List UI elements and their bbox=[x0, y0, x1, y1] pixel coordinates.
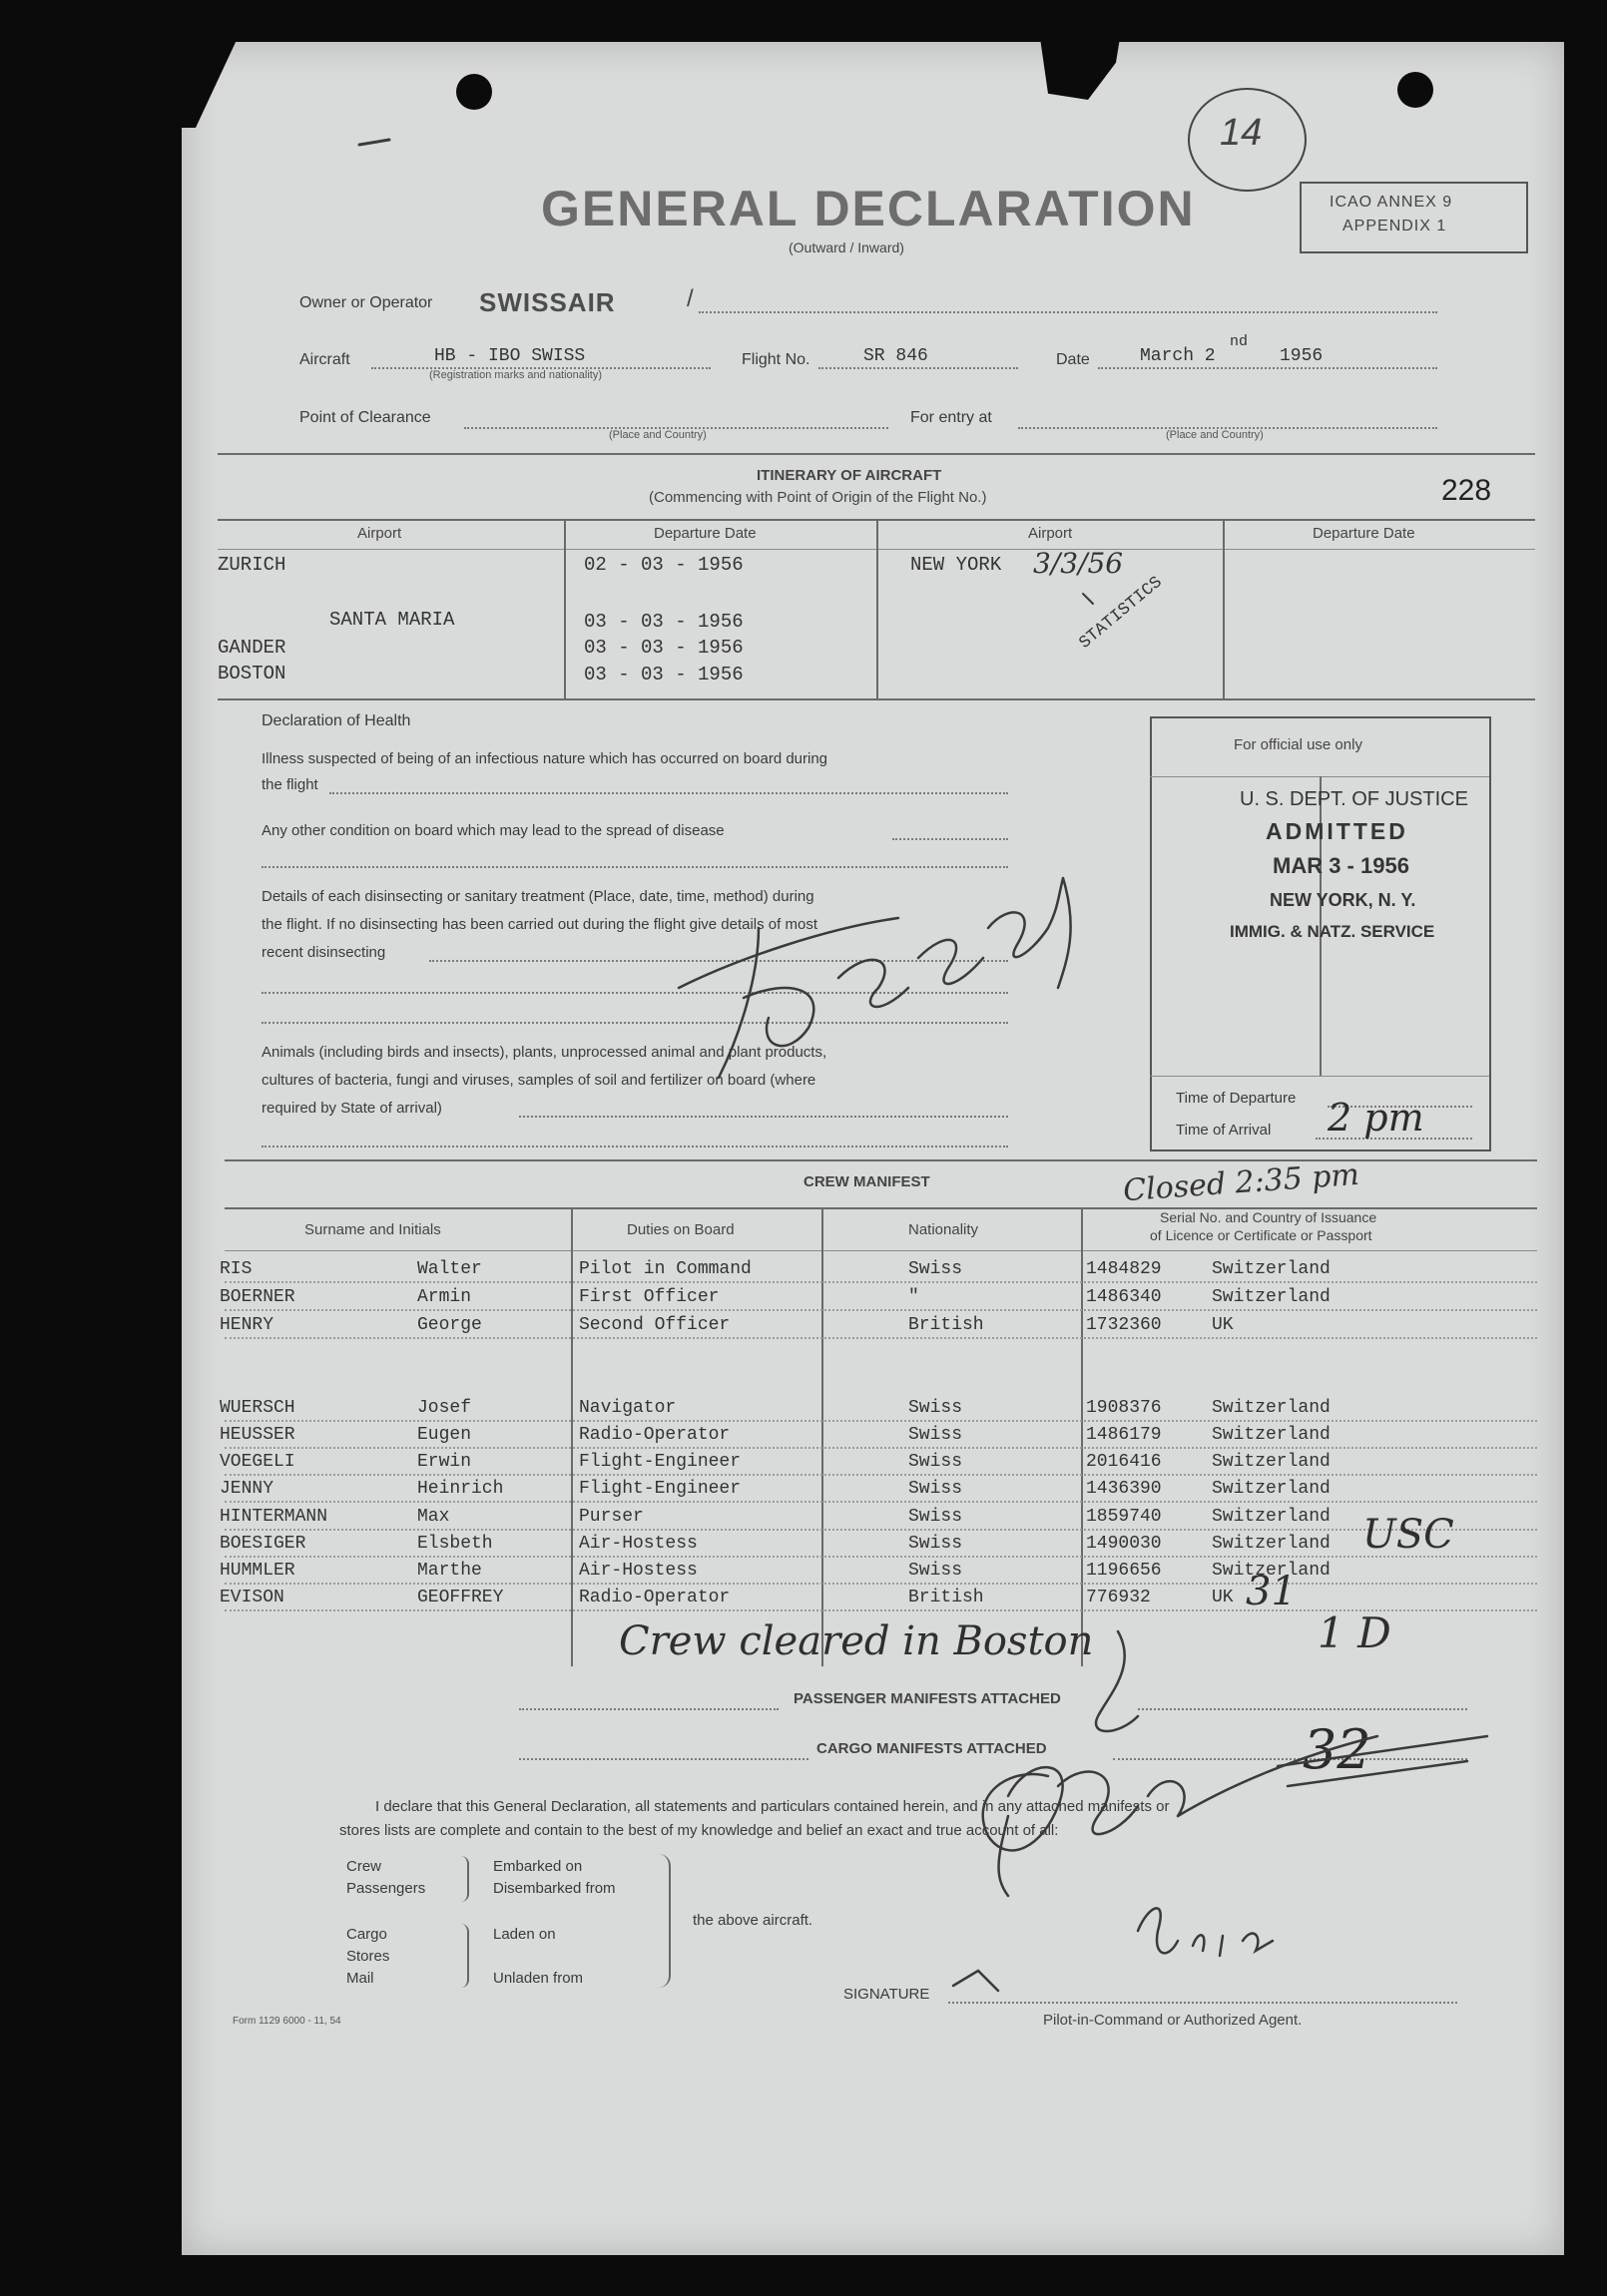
decl-passengers: Passengers bbox=[346, 1880, 426, 1897]
crew-surname: WUERSCH bbox=[220, 1398, 295, 1418]
crew-row-rule bbox=[225, 1583, 1537, 1585]
crew-surname: HINTERMANN bbox=[220, 1507, 328, 1527]
crew-nat: Swiss bbox=[908, 1452, 963, 1472]
stamp-admitted: ADMITTED bbox=[1266, 818, 1408, 844]
date-line bbox=[1098, 367, 1437, 369]
crew-header-serial-2: of Licence or Certificate or Passport bbox=[1150, 1227, 1372, 1243]
crew-surname: EVISON bbox=[220, 1588, 284, 1607]
crew-col-divider bbox=[1081, 1207, 1083, 1666]
itinerary-date: 03 - 03 - 1956 bbox=[584, 664, 744, 686]
crew-serial: 1484829 bbox=[1086, 1259, 1162, 1279]
handwritten-usc: USC bbox=[1362, 1512, 1454, 1558]
manifest-line bbox=[519, 1758, 808, 1760]
handwritten-31: 31 bbox=[1246, 1569, 1297, 1614]
itinerary-bottom-rule bbox=[218, 698, 1535, 700]
circled-number: 14 bbox=[1220, 112, 1263, 154]
punch-hole bbox=[1397, 72, 1433, 108]
itinerary-airport: SANTA MARIA bbox=[329, 609, 455, 631]
crew-first: Armin bbox=[417, 1287, 472, 1307]
crew-cleared-note: Crew cleared in Boston bbox=[619, 1618, 1094, 1664]
time-departure-label: Time of Departure bbox=[1176, 1090, 1297, 1107]
flight-line bbox=[818, 367, 1018, 369]
crew-nat: British bbox=[908, 1588, 984, 1607]
crew-nat: Swiss bbox=[908, 1425, 963, 1445]
cargo-manifests: CARGO MANIFESTS ATTACHED bbox=[816, 1740, 1047, 1757]
torn-edge bbox=[178, 38, 238, 128]
crew-first: Eugen bbox=[417, 1425, 472, 1445]
time-arrival-handwritten: 2 pm bbox=[1328, 1096, 1424, 1140]
form-id: Form 1129 6000 - 11, 54 bbox=[233, 2016, 341, 2027]
crew-header-nationality: Nationality bbox=[908, 1221, 979, 1238]
health-q3c: recent disinsecting bbox=[262, 944, 386, 961]
torn-edge bbox=[1040, 38, 1120, 100]
signature-hint: Pilot-in-Command or Authorized Agent. bbox=[1043, 2012, 1303, 2029]
crew-nat: Swiss bbox=[908, 1479, 963, 1499]
stamp-dept: U. S. DEPT. OF JUSTICE bbox=[1240, 788, 1468, 810]
health-line bbox=[429, 960, 1008, 962]
owner-line bbox=[699, 311, 1437, 313]
aircraft-label: Aircraft bbox=[299, 351, 350, 368]
crew-duty: Air-Hostess bbox=[579, 1534, 698, 1554]
itinerary-header-airport: Airport bbox=[357, 525, 402, 542]
document-title: GENERAL DECLARATION bbox=[541, 181, 1196, 236]
itinerary-header-airport-2: Airport bbox=[1028, 525, 1073, 542]
crew-row-rule bbox=[225, 1501, 1537, 1503]
crew-duty: First Officer bbox=[579, 1287, 720, 1307]
entry-label: For entry at bbox=[910, 409, 992, 426]
crew-country: Switzerland bbox=[1212, 1287, 1331, 1307]
crew-first: Josef bbox=[417, 1398, 472, 1418]
statistics-stamp: STATISTICS bbox=[1076, 573, 1167, 654]
crew-serial: 1196656 bbox=[1086, 1561, 1162, 1581]
manifest-line bbox=[1113, 1758, 1467, 1760]
date-superscript: nd bbox=[1230, 333, 1249, 350]
health-line bbox=[329, 792, 1008, 794]
owner-slash: / bbox=[687, 285, 694, 312]
crew-row-rule bbox=[225, 1529, 1537, 1531]
health-q2: Any other condition on board which may lead to the spread of disease bbox=[262, 822, 725, 839]
crew-serial: 1908376 bbox=[1086, 1398, 1162, 1418]
crew-first: Walter bbox=[417, 1259, 482, 1279]
crew-header-surname: Surname and Initials bbox=[304, 1221, 441, 1238]
crew-duty: Second Officer bbox=[579, 1315, 731, 1335]
crew-surname: BOESIGER bbox=[220, 1534, 306, 1554]
crew-duty: Radio-Operator bbox=[579, 1425, 731, 1445]
crew-surname: HUMMLER bbox=[220, 1561, 295, 1581]
official-use-title: For official use only bbox=[1234, 736, 1362, 753]
crew-surname: HEUSSER bbox=[220, 1425, 295, 1445]
crew-serial: 1490030 bbox=[1086, 1534, 1162, 1554]
crew-country: Switzerland bbox=[1212, 1507, 1331, 1527]
decl-cargo: Cargo bbox=[346, 1926, 387, 1943]
date-value: March 2 bbox=[1140, 346, 1216, 366]
crew-nat: Swiss bbox=[908, 1561, 963, 1581]
signature-line[interactable] bbox=[948, 2002, 1457, 2004]
crew-nat: British bbox=[908, 1315, 984, 1335]
health-q4b: cultures of bacteria, fungi and viruses, samples of soil and fertilizer on board (where bbox=[262, 1072, 816, 1089]
crew-duty: Navigator bbox=[579, 1398, 677, 1418]
date-label: Date bbox=[1056, 351, 1090, 368]
flight-value: SR 846 bbox=[863, 346, 928, 366]
time-arrival-label: Time of Arrival bbox=[1176, 1122, 1272, 1139]
health-line bbox=[262, 1146, 1008, 1148]
crew-country: Switzerland bbox=[1212, 1479, 1331, 1499]
itinerary-date: 03 - 03 - 1956 bbox=[584, 637, 744, 659]
crew-first: Heinrich bbox=[417, 1479, 504, 1499]
crew-row-rule bbox=[225, 1420, 1537, 1422]
handwritten-32: 32 bbox=[1303, 1718, 1371, 1781]
crew-nat: Swiss bbox=[908, 1534, 963, 1554]
itinerary-col-divider bbox=[876, 519, 878, 698]
crew-serial: 1436390 bbox=[1086, 1479, 1162, 1499]
itinerary-date: 02 - 03 - 1956 bbox=[584, 554, 744, 576]
crew-country: Switzerland bbox=[1212, 1561, 1331, 1581]
crew-col-divider bbox=[571, 1207, 573, 1666]
crew-surname: BOERNER bbox=[220, 1287, 295, 1307]
health-q4: Animals (including birds and insects), plants, unprocessed animal and plant products, bbox=[262, 1044, 827, 1061]
health-line bbox=[262, 866, 1008, 868]
document-subtitle: (Outward / Inward) bbox=[789, 239, 904, 255]
crew-surname: VOEGELI bbox=[220, 1452, 295, 1472]
crew-country: UK bbox=[1212, 1588, 1234, 1607]
crew-country: Switzerland bbox=[1212, 1259, 1331, 1279]
itinerary-airport: ZURICH bbox=[218, 554, 286, 576]
bracket-large bbox=[659, 1854, 671, 1988]
punch-hole bbox=[456, 74, 492, 110]
health-line bbox=[519, 1116, 1008, 1118]
itinerary-airport: BOSTON bbox=[218, 663, 286, 685]
annex-line-2: APPENDIX 1 bbox=[1342, 218, 1447, 234]
crew-duty: Flight-Engineer bbox=[579, 1452, 742, 1472]
itinerary-header-departure-2: Departure Date bbox=[1313, 525, 1415, 542]
page-number: 228 bbox=[1441, 474, 1492, 507]
crew-serial: 1732360 bbox=[1086, 1315, 1162, 1335]
decl-above: the above aircraft. bbox=[693, 1912, 813, 1929]
crew-row-rule bbox=[225, 1474, 1537, 1476]
health-line bbox=[262, 1022, 1008, 1024]
manifest-line bbox=[1138, 1708, 1467, 1710]
stamp-city: NEW YORK, N. Y. bbox=[1270, 890, 1416, 910]
crew-row-rule bbox=[225, 1337, 1537, 1339]
itinerary-col-divider bbox=[564, 519, 566, 698]
itinerary-destination: NEW YORK bbox=[910, 554, 1002, 576]
crew-row-rule bbox=[225, 1556, 1537, 1558]
crew-row-rule bbox=[225, 1447, 1537, 1449]
crew-title: CREW MANIFEST bbox=[804, 1173, 930, 1190]
declaration-line-2: stores lists are complete and contain to the best of my knowledge and belief an exact and true account of all: bbox=[339, 1822, 1059, 1839]
crew-first: George bbox=[417, 1315, 482, 1335]
clearance-label: Point of Clearance bbox=[299, 409, 431, 426]
crew-surname: RIS bbox=[220, 1259, 253, 1279]
crew-first: GEOFFREY bbox=[417, 1588, 504, 1607]
owner-value: SWISSAIR bbox=[479, 287, 616, 317]
crew-duty: Radio-Operator bbox=[579, 1588, 731, 1607]
itinerary-title: ITINERARY OF AIRCRAFT bbox=[757, 467, 942, 484]
crew-col-divider bbox=[821, 1207, 823, 1666]
crew-country: UK bbox=[1212, 1315, 1234, 1335]
decl-stores: Stores bbox=[346, 1948, 390, 1965]
crew-header-serial: Serial No. and Country of Issuance bbox=[1160, 1209, 1377, 1225]
crew-header-rule bbox=[225, 1250, 1537, 1251]
bracket bbox=[461, 1924, 469, 1988]
crew-country: Switzerland bbox=[1212, 1398, 1331, 1418]
stamp-date: MAR 3 - 1956 bbox=[1273, 853, 1409, 878]
bracket bbox=[461, 1856, 469, 1902]
flight-label: Flight No. bbox=[742, 351, 810, 368]
crew-serial: 2016416 bbox=[1086, 1452, 1162, 1472]
stamp-service: IMMIG. & NATZ. SERVICE bbox=[1230, 922, 1435, 941]
crew-first: Marthe bbox=[417, 1561, 482, 1581]
crew-closed-note: Closed 2:35 pm bbox=[1122, 1156, 1360, 1209]
aircraft-hint: (Registration marks and nationality) bbox=[429, 369, 603, 381]
crew-surname: HENRY bbox=[220, 1315, 274, 1335]
decl-mail: Mail bbox=[346, 1970, 374, 1987]
health-q3b: the flight. If no disinsecting has been carried out during the flight give details of most bbox=[262, 916, 817, 933]
health-q4c: required by State of arrival) bbox=[262, 1100, 442, 1117]
owner-label: Owner or Operator bbox=[299, 294, 433, 311]
health-title: Declaration of Health bbox=[262, 712, 411, 729]
crew-duty: Purser bbox=[579, 1507, 644, 1527]
itinerary-header-departure: Departure Date bbox=[654, 525, 757, 542]
crew-country: Switzerland bbox=[1212, 1534, 1331, 1554]
crew-first: Erwin bbox=[417, 1452, 472, 1472]
crew-duty: Flight-Engineer bbox=[579, 1479, 742, 1499]
decl-crew: Crew bbox=[346, 1858, 382, 1875]
health-line bbox=[892, 838, 1008, 840]
rule bbox=[218, 453, 1535, 455]
itinerary-handwritten-date: 3/3/56 bbox=[1033, 547, 1124, 580]
itinerary-subtitle: (Commencing with Point of Origin of the Flight No.) bbox=[649, 489, 987, 506]
decl-unladen: Unladen from bbox=[493, 1970, 584, 1987]
decl-embarked: Embarked on bbox=[493, 1858, 583, 1875]
decl-disembarked: Disembarked from bbox=[493, 1880, 616, 1897]
crew-serial: 1486179 bbox=[1086, 1425, 1162, 1445]
crew-header-duties: Duties on Board bbox=[627, 1221, 735, 1238]
crew-serial: 776932 bbox=[1086, 1588, 1151, 1607]
crew-country: Switzerland bbox=[1212, 1425, 1331, 1445]
crew-nat: Swiss bbox=[908, 1398, 963, 1418]
crew-row-rule bbox=[225, 1309, 1537, 1311]
health-q3: Details of each disinsecting or sanitary treatment (Place, date, time, method) during bbox=[262, 888, 814, 905]
aircraft-value: HB - IBO SWISS bbox=[434, 346, 586, 366]
health-line bbox=[262, 992, 1008, 994]
crew-duty: Pilot in Command bbox=[579, 1259, 752, 1279]
itinerary-airport: GANDER bbox=[218, 637, 286, 659]
declaration-line-1: I declare that this General Declaration, all statements and particulars contained herein, and in any attached manifests or bbox=[375, 1798, 1170, 1815]
annex-line-1: ICAO ANNEX 9 bbox=[1330, 194, 1453, 211]
itinerary-col-divider bbox=[1223, 519, 1225, 698]
crew-serial: 1859740 bbox=[1086, 1507, 1162, 1527]
crew-nat: " bbox=[908, 1287, 919, 1307]
passenger-manifests: PASSENGER MANIFESTS ATTACHED bbox=[794, 1690, 1061, 1707]
entry-hint: (Place and Country) bbox=[1166, 429, 1264, 441]
health-q1: Illness suspected of being of an infectious nature which has occurred on board during bbox=[262, 750, 828, 767]
crew-first: Elsbeth bbox=[417, 1534, 493, 1554]
crew-serial: 1486340 bbox=[1086, 1287, 1162, 1307]
crew-duty: Air-Hostess bbox=[579, 1561, 698, 1581]
crew-first: Max bbox=[417, 1507, 450, 1527]
manifest-line bbox=[519, 1708, 779, 1710]
date-year: 1956 bbox=[1280, 346, 1324, 366]
crew-nat: Swiss bbox=[908, 1259, 963, 1279]
crew-nat: Swiss bbox=[908, 1507, 963, 1527]
crew-surname: JENNY bbox=[220, 1479, 274, 1499]
crew-row-rule bbox=[225, 1281, 1537, 1283]
official-box-rule bbox=[1150, 1076, 1489, 1077]
handwritten-1d: 1 D bbox=[1318, 1608, 1391, 1657]
clearance-hint: (Place and Country) bbox=[609, 429, 707, 441]
itinerary-date: 03 - 03 - 1956 bbox=[584, 611, 744, 633]
health-q1b: the flight bbox=[262, 776, 318, 793]
decl-laden: Laden on bbox=[493, 1926, 556, 1943]
signature-label: SIGNATURE bbox=[843, 1986, 930, 2003]
crew-country: Switzerland bbox=[1212, 1452, 1331, 1472]
